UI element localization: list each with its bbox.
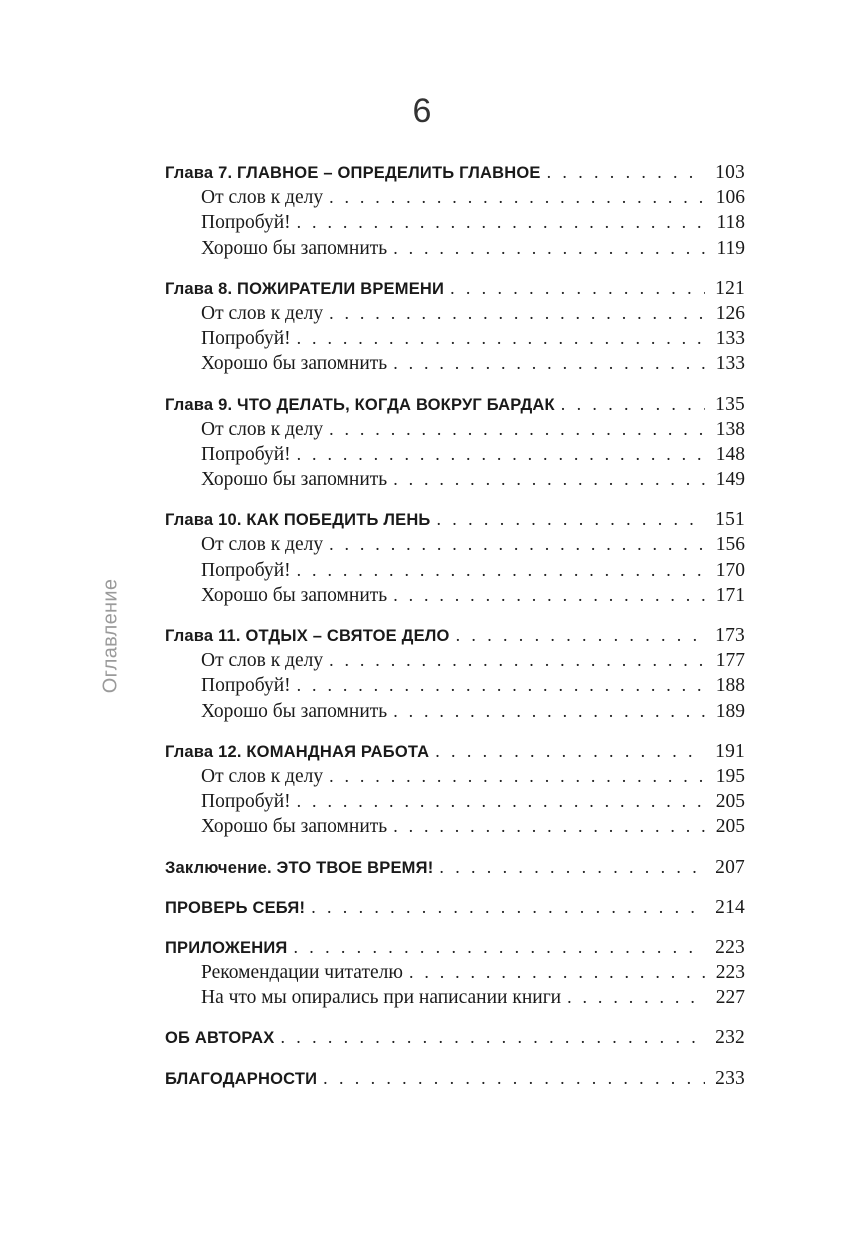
dot-leader [561,392,705,417]
dot-leader [329,301,705,326]
entry-title: Хорошо бы запомнить [201,584,388,606]
entry-page: 171 [715,584,745,606]
toc-subentry[interactable] [165,442,745,467]
entry-title: Попробуй! [201,559,291,581]
toc-entry[interactable] [165,392,745,417]
entry-title: Глава 10. КАК ПОБЕДИТЬ ЛЕНЬ [165,511,431,530]
toc-subentry[interactable] [165,467,745,492]
toc-conclusion [165,855,745,880]
table-of-contents [165,160,745,1106]
entry-page: 173 [715,625,745,646]
dot-leader [297,326,705,351]
entry-title: БЛАГОДАРНОСТИ [165,1069,318,1088]
toc-chapter-7 [165,160,745,261]
entry-page: 119 [716,237,745,259]
entry-page: 205 [715,791,745,813]
entry-page: 103 [715,162,745,183]
dot-leader [297,789,705,814]
entry-title: Глава 7. ГЛАВНОЕ – ОПРЕДЕЛИТЬ ГЛАВНОЕ [165,164,541,182]
toc-chapter-11 [165,623,745,724]
entry-title: На что мы опирались при написании книги [201,987,562,1009]
dot-leader [329,532,705,557]
toc-subentry[interactable] [165,648,745,673]
dot-leader [393,814,705,839]
entry-page: 233 [715,1067,745,1089]
entry-page: 126 [715,302,745,324]
entry-title: От слов к делу [201,187,324,209]
toc-entry[interactable] [165,739,745,764]
entry-title: Попробуй! [201,675,291,697]
dot-leader [393,351,705,376]
dot-leader [393,236,705,261]
entry-title: Глава 8. ПОЖИРАТЕЛИ ВРЕМЕНИ [165,279,445,298]
dot-leader [329,648,705,673]
entry-page: 214 [715,896,745,918]
entry-title: Заключение. ЭТО ТВОЕ ВРЕМЯ! [165,858,434,877]
entry-page: 151 [715,509,745,531]
dot-leader [409,960,705,985]
entry-page: 133 [715,353,745,375]
entry-title: Хорошо бы запомнить [201,469,388,491]
entry-title: От слов к делу [201,650,324,672]
entry-title: Попробуй! [201,443,291,465]
entry-title: От слов к делу [201,534,324,556]
dot-leader [450,276,705,301]
toc-appendices [165,935,745,1011]
toc-subentry[interactable] [165,789,745,814]
toc-subentry[interactable] [165,532,745,557]
entry-title: Попробуй! [201,212,291,234]
entry-page: 121 [715,277,745,299]
toc-subentry[interactable] [165,301,745,326]
page-number: 6 [412,92,432,130]
toc-acknowledgements [165,1066,745,1091]
entry-page: 118 [716,212,745,234]
toc-chapter-9 [165,392,745,493]
dot-leader [329,185,705,210]
entry-page: 223 [715,936,745,958]
entry-page: 156 [715,534,745,556]
dot-leader [280,1025,705,1050]
toc-entry[interactable] [165,623,745,648]
entry-page: 170 [715,559,745,581]
entry-title: Хорошо бы запомнить [201,816,388,838]
entry-page: 138 [715,418,745,440]
dot-leader [323,1066,705,1091]
entry-page: 148 [715,443,745,465]
toc-subentry[interactable] [165,417,745,442]
dot-leader [393,583,705,608]
entry-page: 223 [715,962,745,984]
entry-title: От слов к делу [201,418,324,440]
toc-subentry[interactable] [165,326,745,351]
running-section-label: Оглавление [99,578,122,694]
dot-leader [393,467,705,492]
entry-page: 133 [715,328,745,350]
entry-page: 188 [715,675,745,697]
entry-page: 149 [715,469,745,491]
dot-leader [297,558,705,583]
toc-about-authors [165,1025,745,1050]
entry-page: 205 [715,816,745,838]
toc-subentry[interactable] [165,985,745,1010]
dot-leader [567,985,705,1010]
entry-title: Хорошо бы запомнить [201,700,388,722]
dot-leader [329,417,705,442]
toc-subentry[interactable] [165,814,745,839]
toc-subentry[interactable] [165,583,745,608]
dot-leader [456,623,705,648]
dot-leader [393,699,705,724]
toc-subentry[interactable] [165,351,745,376]
entry-page: 195 [715,765,745,787]
entry-title: Хорошо бы запомнить [201,237,388,259]
entry-page: 191 [715,740,745,762]
dot-leader [297,210,705,235]
entry-title: Глава 11. ОТДЫХ – СВЯТОЕ ДЕЛО [165,627,450,645]
toc-subentry[interactable] [165,210,745,235]
dot-leader [437,507,706,532]
toc-subentry[interactable] [165,764,745,789]
dot-leader [311,895,705,920]
dot-leader [297,442,705,467]
entry-title: Глава 9. ЧТО ДЕЛАТЬ, КОГДА ВОКРУГ БАРДАК [165,395,555,414]
entry-title: От слов к делу [201,765,324,787]
toc-chapter-8 [165,276,745,377]
toc-self-check [165,895,745,920]
toc-subentry[interactable] [165,699,745,724]
entry-title: Попробуй! [201,791,291,813]
entry-page: 177 [715,650,745,672]
toc-chapter-12 [165,739,745,840]
toc-subentry[interactable] [165,185,745,210]
dot-leader [293,935,705,960]
entry-title: ОБ АВТОРАХ [165,1029,275,1048]
toc-entry[interactable] [165,895,745,920]
dot-leader [297,673,705,698]
toc-entry[interactable] [165,507,745,532]
entry-title: От слов к делу [201,302,324,324]
entry-title: ПРИЛОЖЕНИЯ [165,938,288,957]
dot-leader [435,739,705,764]
entry-page: 232 [715,1027,745,1049]
toc-entry[interactable] [165,1025,745,1050]
toc-subentry[interactable] [165,673,745,698]
toc-entry[interactable] [165,160,745,185]
toc-entry[interactable] [165,276,745,301]
toc-subentry[interactable] [165,236,745,261]
entry-page: 106 [715,187,745,209]
entry-page: 189 [715,700,745,722]
toc-subentry[interactable] [165,558,745,583]
entry-page: 135 [715,393,745,415]
entry-title: Рекомендации читателю [201,962,403,984]
entry-title: Глава 12. КОМАНДНАЯ РАБОТА [165,742,430,761]
dot-leader [547,160,705,185]
entry-title: Попробуй! [201,328,291,350]
entry-title: Хорошо бы запомнить [201,353,388,375]
entry-page: 227 [715,987,745,1009]
toc-subentry[interactable] [165,960,745,985]
dot-leader [329,764,705,789]
toc-entry[interactable] [165,1066,745,1091]
toc-entry[interactable] [165,855,745,880]
dot-leader [439,855,705,880]
toc-chapter-10 [165,507,745,608]
toc-entry[interactable] [165,935,745,960]
entry-title: ПРОВЕРЬ СЕБЯ! [165,898,306,917]
entry-page: 207 [715,856,745,878]
